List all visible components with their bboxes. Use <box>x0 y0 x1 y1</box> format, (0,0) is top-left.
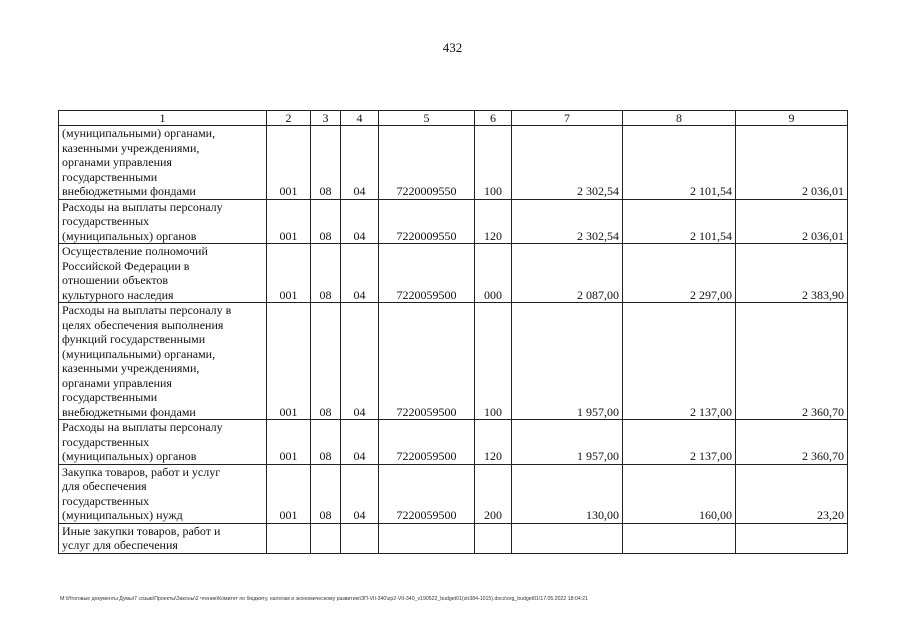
row-name-line: органами управления <box>62 375 172 390</box>
cell-c7: 130,00 <box>512 464 623 523</box>
column-header: 9 <box>736 111 848 126</box>
row-name-line: (муниципальных) органов <box>62 449 197 463</box>
cell-c6: 100 <box>475 303 512 420</box>
cell-c4: 04 <box>341 126 379 200</box>
cell-c8: 2 297,00 <box>623 244 736 303</box>
row-name-cell <box>59 464 267 523</box>
cell-c2 <box>267 523 311 553</box>
cell-c6: 200 <box>475 464 512 523</box>
table-row <box>59 199 848 244</box>
cell-c8: 2 137,00 <box>623 303 736 420</box>
cell-c8 <box>623 523 736 553</box>
cell-c5: 7220009550 <box>379 199 475 244</box>
cell-c6: 000 <box>475 244 512 303</box>
cell-c3: 08 <box>311 303 341 420</box>
cell-c6 <box>475 523 512 553</box>
row-name-line: Иные закупки товаров, работ и <box>62 523 221 538</box>
column-header: 1 <box>59 111 267 126</box>
table-row <box>59 420 848 465</box>
cell-c8: 160,00 <box>623 464 736 523</box>
row-name-line: государственными <box>62 169 158 184</box>
cell-c9: 2 383,90 <box>736 244 848 303</box>
cell-c4: 04 <box>341 420 379 465</box>
cell-c4 <box>341 523 379 553</box>
cell-c7: 2 302,54 <box>512 126 623 200</box>
cell-c5: 7220059500 <box>379 303 475 420</box>
row-name-line: Закупка товаров, работ и услуг <box>62 464 221 479</box>
row-name-line: Расходы на выплаты персоналу <box>62 420 223 434</box>
cell-c5: 7220059500 <box>379 420 475 465</box>
cell-c2: 001 <box>267 199 311 244</box>
column-header: 4 <box>341 111 379 126</box>
table-row <box>59 523 848 553</box>
cell-c4: 04 <box>341 464 379 523</box>
column-header: 3 <box>311 111 341 126</box>
cell-c6: 120 <box>475 420 512 465</box>
row-name-line: казенными учреждениями, <box>62 361 200 375</box>
column-header: 7 <box>512 111 623 126</box>
row-name-cell <box>59 126 267 200</box>
row-name-cell <box>59 244 267 303</box>
document-path-footer: M:\Итоговые документы Думы\7 созыв\Проекты\Законы\2 чтение\Комитет по бюджету, налогам и экономическому развитию\ЗП-VII-340\zp2-VII-340_v190522_budget01(str384-1015).docx\org_budget01\17.05.2022 18:04:21 <box>60 596 588 602</box>
row-name-line: государственных <box>62 434 150 449</box>
table-row <box>59 244 848 303</box>
cell-c8: 2 137,00 <box>623 420 736 465</box>
cell-c9: 23,20 <box>736 464 848 523</box>
cell-c5: 7220059500 <box>379 464 475 523</box>
table-row <box>59 126 848 200</box>
row-name-cell <box>59 420 267 465</box>
budget-table <box>58 110 848 554</box>
table-header-row <box>59 111 848 126</box>
cell-c5: 7220059500 <box>379 244 475 303</box>
cell-c8: 2 101,54 <box>623 126 736 200</box>
cell-c4: 04 <box>341 303 379 420</box>
column-header: 5 <box>379 111 475 126</box>
row-name-line: функций государственными <box>62 332 206 346</box>
cell-c2: 001 <box>267 244 311 303</box>
cell-c9: 2 360,70 <box>736 420 848 465</box>
page-number: 432 <box>442 40 463 55</box>
row-name-line: отношении объектов <box>62 273 169 287</box>
cell-c9: 2 036,01 <box>736 199 848 244</box>
row-name-line: целях обеспечения выполнения <box>62 317 224 332</box>
cell-c6: 120 <box>475 199 512 244</box>
row-name-line: (муниципальных) органов <box>62 228 197 243</box>
row-name-line: Расходы на выплаты персоналу <box>62 199 223 214</box>
cell-c4: 04 <box>341 244 379 303</box>
cell-c7: 2 302,54 <box>512 199 623 244</box>
row-name-cell <box>59 523 267 553</box>
row-name-line: государственными <box>62 390 158 404</box>
cell-c9 <box>736 523 848 553</box>
row-name-cell <box>59 303 267 420</box>
cell-c2: 001 <box>267 420 311 465</box>
row-name-line: государственных <box>62 493 150 508</box>
cell-c5: 7220009550 <box>379 126 475 200</box>
row-name-line: Российской Федерации в <box>62 258 190 273</box>
row-name-line: (муниципальными) органами, <box>62 126 216 140</box>
cell-c7: 1 957,00 <box>512 420 623 465</box>
cell-c2: 001 <box>267 126 311 200</box>
row-name-line: Осуществление полномочий <box>62 244 208 258</box>
cell-c7: 2 087,00 <box>512 244 623 303</box>
cell-c7 <box>512 523 623 553</box>
table-row <box>59 464 848 523</box>
cell-c9: 2 360,70 <box>736 303 848 420</box>
cell-c7: 1 957,00 <box>512 303 623 420</box>
cell-c3: 08 <box>311 126 341 200</box>
row-name-line: казенными учреждениями, <box>62 140 200 155</box>
cell-c8: 2 101,54 <box>623 199 736 244</box>
row-name-line: (муниципальными) органами, <box>62 346 216 361</box>
cell-c2: 001 <box>267 303 311 420</box>
table-row <box>59 303 848 420</box>
row-name-cell <box>59 199 267 244</box>
column-header: 2 <box>267 111 311 126</box>
cell-c3: 08 <box>311 464 341 523</box>
row-name-line: услуг для обеспечения <box>62 538 178 552</box>
row-name-line: для обеспечения <box>62 479 147 493</box>
column-header: 8 <box>623 111 736 126</box>
row-name-line: государственных <box>62 214 150 228</box>
row-name-line: внебюджетными фондами <box>62 184 196 198</box>
cell-c3: 08 <box>311 199 341 244</box>
row-name-line: органами управления <box>62 155 172 169</box>
cell-c3: 08 <box>311 420 341 465</box>
cell-c3: 08 <box>311 244 341 303</box>
row-name-line: культурного наследия <box>62 287 174 302</box>
cell-c9: 2 036,01 <box>736 126 848 200</box>
column-header: 6 <box>475 111 512 126</box>
row-name-line: (муниципальных) нужд <box>62 508 183 522</box>
row-name-line: Расходы на выплаты персоналу в <box>62 303 232 317</box>
cell-c4: 04 <box>341 199 379 244</box>
cell-c6: 100 <box>475 126 512 200</box>
cell-c5 <box>379 523 475 553</box>
row-name-line: внебюджетными фондами <box>62 404 196 419</box>
cell-c2: 001 <box>267 464 311 523</box>
cell-c3 <box>311 523 341 553</box>
